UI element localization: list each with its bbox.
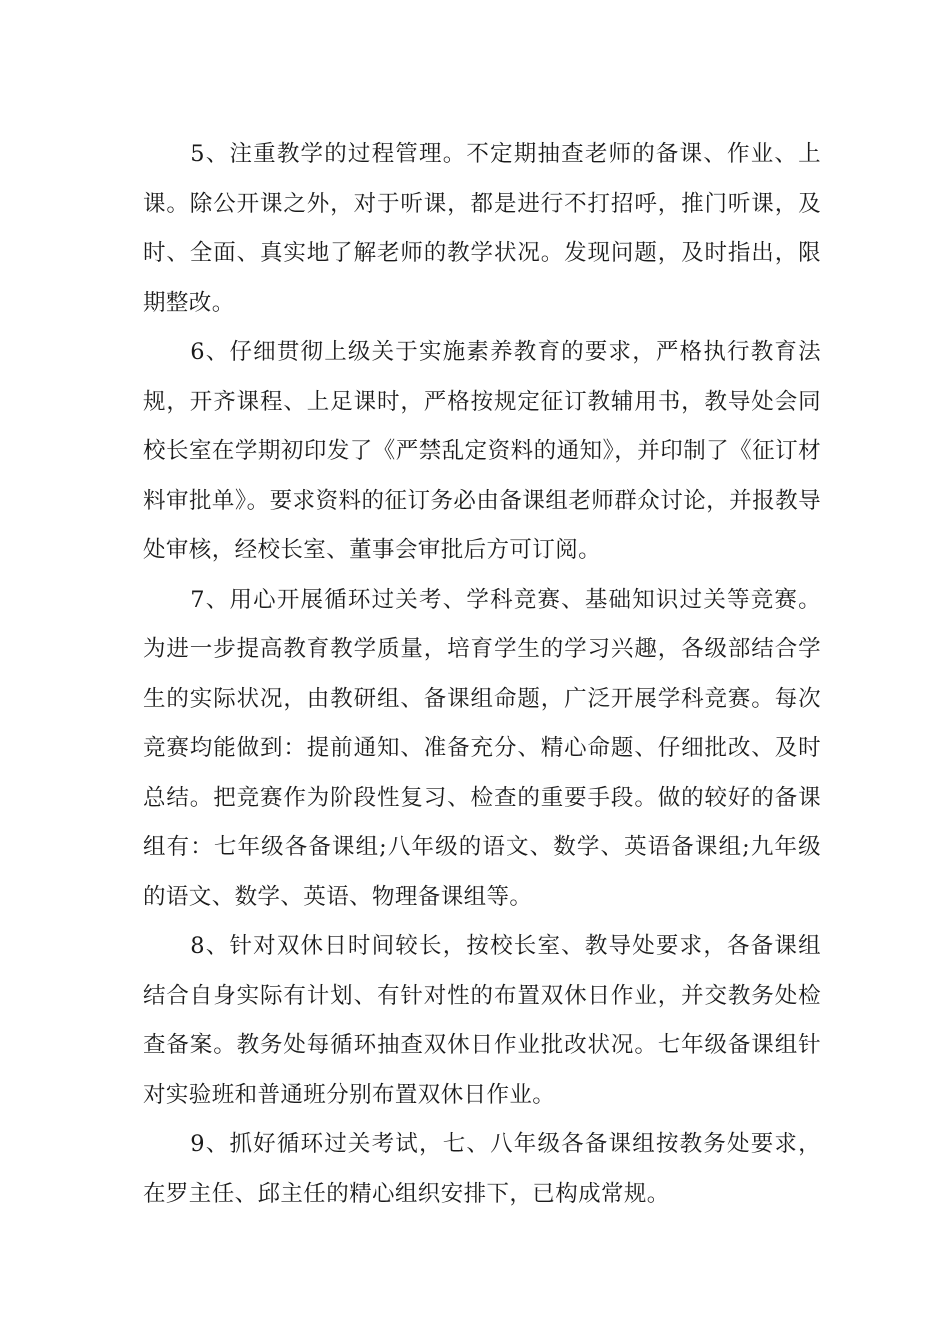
paragraph-8: 8、针对双休日时间较长，按校长室、教导处要求，各备课组结合自身实际有计划、有针对性的布置双休日作业，并交教务处检查备案。教务处每循环抽查双休日作业批改状况。七年级备课组针对实验班和普通班分别布置双休日作业。 xyxy=(143,933,821,1108)
paragraph-9: 9、抓好循环过关考试，七、八年级各备课组按教务处要求，在罗主任、邱主任的精心组织安排下，已构成常规。 xyxy=(143,1131,821,1207)
paragraph-5: 5、注重教学的过程管理。不定期抽查老师的备课、作业、上课。除公开课之外，对于听课，都是进行不打招呼，推门听课，及时、全面、真实地了解老师的教学状况。发现问题，及时指出，限期整改。 xyxy=(143,141,821,316)
paragraph-7: 7、用心开展循环过关考、学科竞赛、基础知识过关等竞赛。为进一步提高教育教学质量，培育学生的学习兴趣，各级部结合学生的实际状况，由教研组、备课组命题，广泛开展学科竞赛。每次竞赛均能做到：提前通知、准备充分、精心命题、仔细批改、及时总结。把竞赛作为阶段性复习、检查的重要手段。做的较好的备课组有：七年级各备课组;八年级的语文、数学、英语备课组;九年级的语文、数学、英语、物理备课组等。 xyxy=(143,586,821,910)
paragraph-6: 6、仔细贯彻上级关于实施素养教育的要求，严格执行教育法规，开齐课程、上足课时，严格按规定征订教辅用书，教导处会同校长室在学期初印发了《严禁乱定资料的通知》，并印制了《征订材料审批单》。要求资料的征订务必由备课组老师群众讨论，并报教导处审核，经校长室、董事会审批后方可订阅。 xyxy=(143,339,821,563)
document-body xyxy=(143,130,821,1219)
